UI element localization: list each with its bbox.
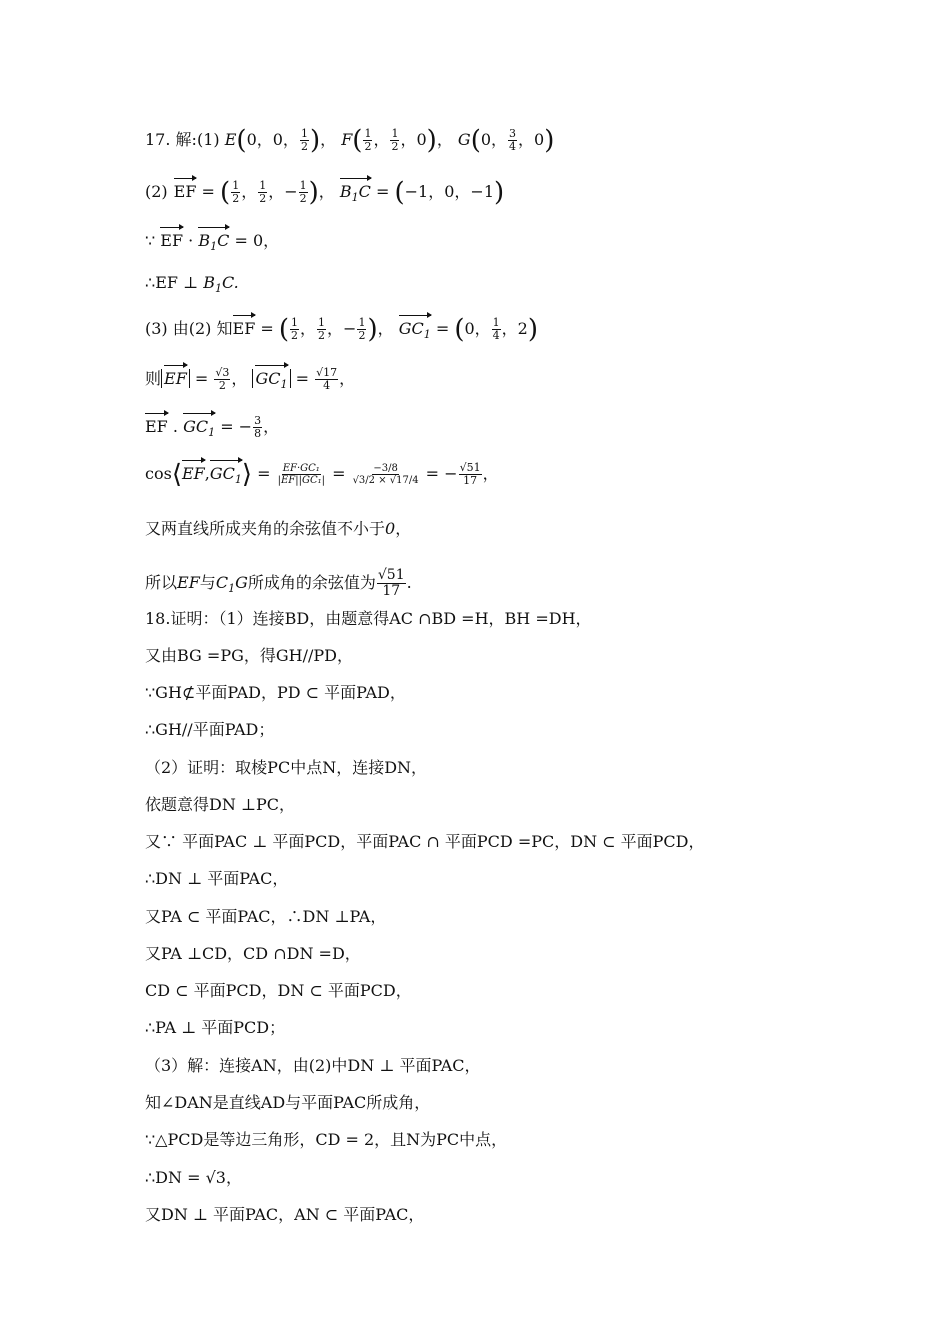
p17-line-2: (2) EF = ( $\frac{1}{2}$ ， $\frac{1}{2}$ ，− $\frac{1}{2}$ )， $B_1C = (-1$，0，−1) xyxy=(145,177,505,208)
p17-line-7: EF . $GC_1$ = − $\frac{3}{8}$ ， xyxy=(145,415,279,444)
p17-line-6: 则 EF = $\frac{√3}{2}$ ， $GC_1$ = $\frac{√17}{4}$ ， xyxy=(145,367,355,396)
p17-line-8: $\cos⟨EF,GC_1⟩$ = $\frac{\text{EF·GC₁}}{\text{|EF||GC₁|}}$ = $\frac{-3/8}{√3/2 \times √17/4}$ = − $\frac{√51}{17}$ ， xyxy=(145,459,499,490)
p18-line: 又DN ⊥ 平面PAC，AN ⊂ 平面PAC， xyxy=(145,1205,425,1224)
p18-line: （2）证明：取棱PC中点N，连接DN， xyxy=(145,758,428,777)
p18-line: CD ⊂ 平面PCD，DN ⊂ 平面PCD， xyxy=(145,981,412,1000)
p18-line: 又PA ⊥CD，CD ∩DN =D， xyxy=(145,944,361,963)
p17-line-4: ∴EF ⊥ $B_1C$. xyxy=(145,273,239,296)
p18-line: ∵GH⊄平面PAD，PD ⊂ 平面PAD， xyxy=(145,683,406,702)
p18-line: 18.证明：（1）连接BD，由题意得AC ∩BD =H，BH =DH， xyxy=(145,609,592,628)
p18-line: ∴DN ⊥ 平面PAC， xyxy=(145,869,289,888)
p18-line: 依题意得DN ⊥PC， xyxy=(145,795,295,814)
p18-line: ∵△PCD是等边三角形，CD = 2，且N为PC中点， xyxy=(145,1130,508,1149)
p18-line: 又由BG =PG，得GH//PD， xyxy=(145,646,353,665)
p17-line-9: 又两直线所成夹角的余弦值不小于0， xyxy=(145,519,412,538)
p18-line: ∴GH//平面PAD； xyxy=(145,720,275,739)
p18-line: （3）解：连接AN，由(2)中DN ⊥ 平面PAC， xyxy=(145,1056,481,1075)
p17-line-3: ∵ EF · $B_1C = 0$， xyxy=(145,230,279,258)
p18-line: 又∵ 平面PAC ⊥ 平面PCD，平面PAC ∩ 平面PCD =PC，DN ⊂ 平面PCD， xyxy=(145,832,705,851)
p18-line: 知∠DAN是直线AD与平面PAC所成角， xyxy=(145,1093,431,1112)
p18-line: ∴PA ⊥ 平面PCD； xyxy=(145,1018,286,1037)
p17-line-5: (3) 由(2) 知EF = ( $\frac{1}{2}$ ， $\frac{1}{2}$ ，− $\frac{1}{2}$ )， $GC_1 = (0$， $\frac{1}{4}$ ，2) xyxy=(145,314,539,345)
p18-line: 又PA ⊂ 平面PAC，∴DN ⊥PA， xyxy=(145,907,387,926)
p17-line-1: 17. 解:(1) E(0，0， $\frac{1}{2}$ )， F( $\frac{1}{2}$ ， $\frac{1}{2}$ ，0)， G(0， $\frac{3}{4}$ ，0) xyxy=(145,125,555,156)
p17-line-10: 所以EF与$C_1G$所成角的余弦值为 $\frac{√51}{17}$ . xyxy=(145,567,412,599)
p18-line: ∴DN = √3， xyxy=(145,1168,242,1187)
